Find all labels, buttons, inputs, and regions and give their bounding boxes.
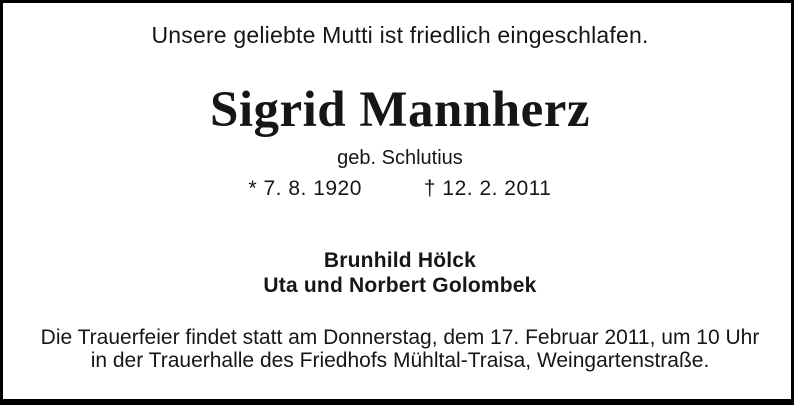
funeral-info-line-1: Die Trauerfeier findet statt am Donnerstag, dem 17. Februar 2011, um 10 Uhr <box>40 326 760 349</box>
life-dates <box>0 177 800 200</box>
birth-date: * 7. 8. 1920 <box>248 177 362 200</box>
mourner-name: Uta und Norbert Golombek <box>263 274 537 297</box>
funeral-info-line-2: in der Trauerhalle des Friedhofs Mühltal-Traisa, Weingartenstraße. <box>90 349 710 372</box>
mourners-list <box>0 248 800 298</box>
maiden-name: geb. Schlutius <box>337 147 463 169</box>
funeral-info <box>0 326 800 372</box>
opening-line: Unsere geliebte Mutti ist friedlich eingeschlafen. <box>151 22 649 48</box>
death-date: † 12. 2. 2011 <box>423 177 552 200</box>
mourner-name: Brunhild Hölck <box>323 249 477 272</box>
deceased-name: Sigrid Mannherz <box>209 82 591 138</box>
